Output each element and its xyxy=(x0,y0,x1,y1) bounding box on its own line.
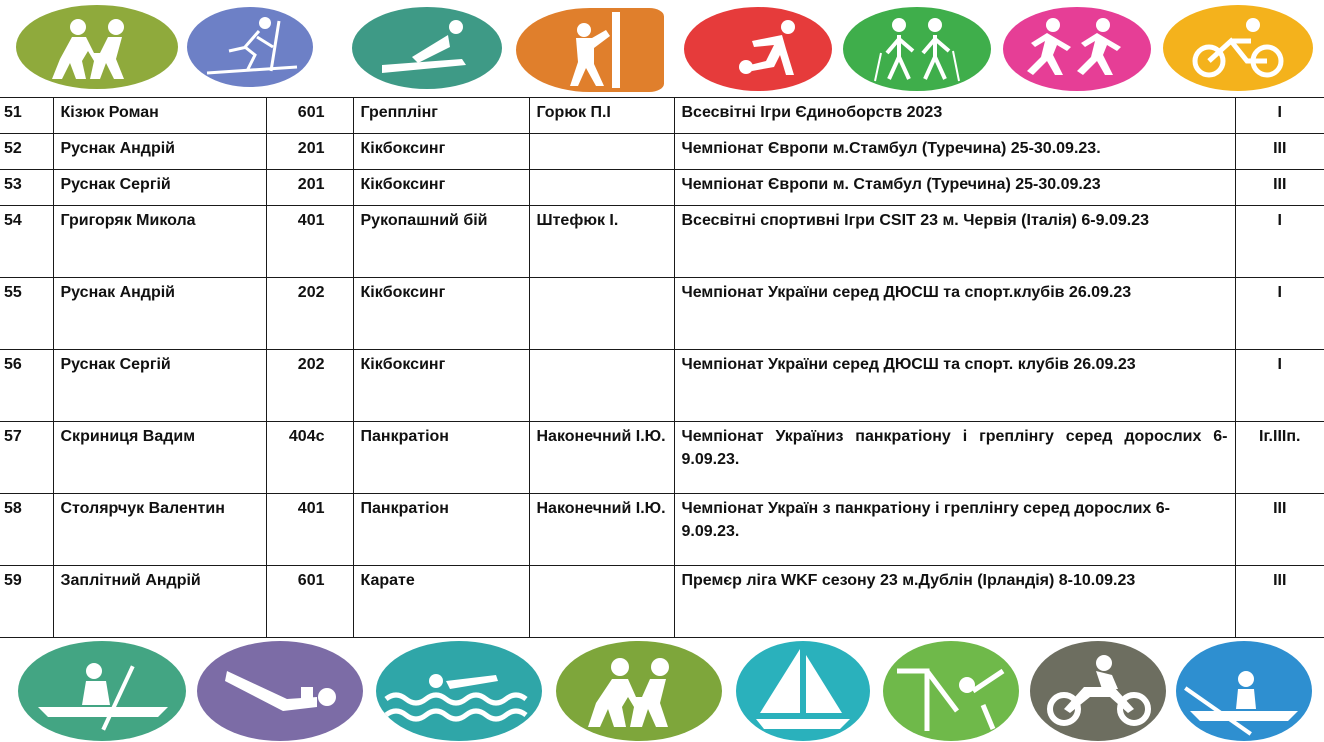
place-rank: ІІІ xyxy=(1235,170,1324,206)
event-name: Чемпіонат Україн з панкратіону і греплінгу серед дорослих 6-9.09.23. xyxy=(674,494,1235,566)
event-name: Чемпіонат Європи м.Стамбул (Туречина) 25-30.09.23. xyxy=(674,134,1235,170)
sport-name: Рукопашний бій xyxy=(353,206,529,278)
event-name: Чемпіонат Україниз панкратіону і греплінгу серед дорослих 6-9.09.23. xyxy=(674,422,1235,494)
athlete-name: Руснак Сергій xyxy=(53,350,266,422)
category-code: 401 xyxy=(266,494,353,566)
category-code: 601 xyxy=(266,98,353,134)
row-number: 57 xyxy=(0,422,53,494)
category-code: 404с xyxy=(266,422,353,494)
sport-name: Панкратіон xyxy=(353,422,529,494)
table-row xyxy=(0,422,1324,494)
table-row xyxy=(0,494,1324,566)
coach-name: Наконечний І.Ю. xyxy=(529,494,674,566)
athlete-name: Заплітний Андрій xyxy=(53,566,266,638)
row-number: 58 xyxy=(0,494,53,566)
row-number: 52 xyxy=(0,134,53,170)
coach-name xyxy=(529,170,674,206)
coach-name xyxy=(529,278,674,350)
row-number: 51 xyxy=(0,98,53,134)
place-rank: І xyxy=(1235,350,1324,422)
event-name: Чемпіонат України серед ДЮСШ та спорт.клубів 26.09.23 xyxy=(674,278,1235,350)
category-code: 401 xyxy=(266,206,353,278)
row-number: 59 xyxy=(0,566,53,638)
bottom-sport-icons xyxy=(0,638,1324,742)
sport-name: Кікбоксинг xyxy=(353,278,529,350)
athlete-name: Руснак Сергій xyxy=(53,170,266,206)
wrestling-icon xyxy=(16,5,178,89)
category-code: 202 xyxy=(266,278,353,350)
athlete-name: Григоряк Микола xyxy=(53,206,266,278)
rowing-icon xyxy=(18,641,186,741)
sport-name: Грепплінг xyxy=(353,98,529,134)
category-code: 201 xyxy=(266,134,353,170)
place-rank: ІІІ xyxy=(1235,494,1324,566)
top-sport-icons xyxy=(0,0,1324,96)
athlete-name: Кізюк Роман xyxy=(53,98,266,134)
gymnastics-icon xyxy=(883,641,1019,741)
event-name: Чемпіонат України серед ДЮСШ та спорт. клубів 26.09.23 xyxy=(674,350,1235,422)
table-row xyxy=(0,170,1324,206)
nordic-walking-icon xyxy=(843,7,991,91)
sport-name: Панкратіон xyxy=(353,494,529,566)
place-rank: Іг.ІІІп. xyxy=(1235,422,1324,494)
wrestling-icon xyxy=(556,641,722,741)
athlete-name: Скриниця Вадим xyxy=(53,422,266,494)
coach-name: Наконечний І.Ю. xyxy=(529,422,674,494)
football-icon xyxy=(684,7,832,91)
event-name: Всесвітні Ігри Єдиноборств 2023 xyxy=(674,98,1235,134)
place-rank: І xyxy=(1235,98,1324,134)
coach-name xyxy=(529,566,674,638)
place-rank: ІІІ xyxy=(1235,566,1324,638)
diving-icon xyxy=(197,641,363,741)
row-number: 56 xyxy=(0,350,53,422)
row-number: 55 xyxy=(0,278,53,350)
row-number: 54 xyxy=(0,206,53,278)
table-row xyxy=(0,350,1324,422)
climbing-icon xyxy=(516,8,664,92)
sailing-icon xyxy=(736,641,870,741)
coach-name xyxy=(529,134,674,170)
event-name: Чемпіонат Європи м. Стамбул (Туречина) 25-30.09.23 xyxy=(674,170,1235,206)
table-row xyxy=(0,134,1324,170)
canoe-icon xyxy=(1176,641,1312,741)
table-row xyxy=(0,98,1324,134)
athlete-name: Руснак Андрій xyxy=(53,134,266,170)
swimming-icon xyxy=(376,641,542,741)
results-table xyxy=(0,97,1324,638)
coach-name: Штефюк І. xyxy=(529,206,674,278)
cycling-icon xyxy=(1163,5,1313,91)
place-rank: ІІІ xyxy=(1235,134,1324,170)
table-row xyxy=(0,566,1324,638)
athlete-name: Руснак Андрій xyxy=(53,278,266,350)
sport-name: Кікбоксинг xyxy=(353,350,529,422)
athlete-name: Столярчук Валентин xyxy=(53,494,266,566)
place-rank: І xyxy=(1235,206,1324,278)
sport-name: Кікбоксинг xyxy=(353,170,529,206)
coach-name: Горюк П.І xyxy=(529,98,674,134)
category-code: 202 xyxy=(266,350,353,422)
relay-running-icon xyxy=(1003,7,1151,91)
row-number: 53 xyxy=(0,170,53,206)
table-row xyxy=(0,206,1324,278)
category-code: 601 xyxy=(266,566,353,638)
bobsled-icon xyxy=(352,7,502,89)
event-name: Премєр ліга WKF сезону 23 м.Дублін (Ірландія) 8-10.09.23 xyxy=(674,566,1235,638)
sport-name: Карате xyxy=(353,566,529,638)
sport-name: Кікбоксинг xyxy=(353,134,529,170)
coach-name xyxy=(529,350,674,422)
table-row xyxy=(0,278,1324,350)
cross-country-skiing-icon xyxy=(187,7,313,87)
motorcycling-icon xyxy=(1030,641,1166,741)
place-rank: І xyxy=(1235,278,1324,350)
event-name: Всесвітні спортивні Ігри CSIT 23 м. Червія (Італія) 6-9.09.23 xyxy=(674,206,1235,278)
category-code: 201 xyxy=(266,170,353,206)
